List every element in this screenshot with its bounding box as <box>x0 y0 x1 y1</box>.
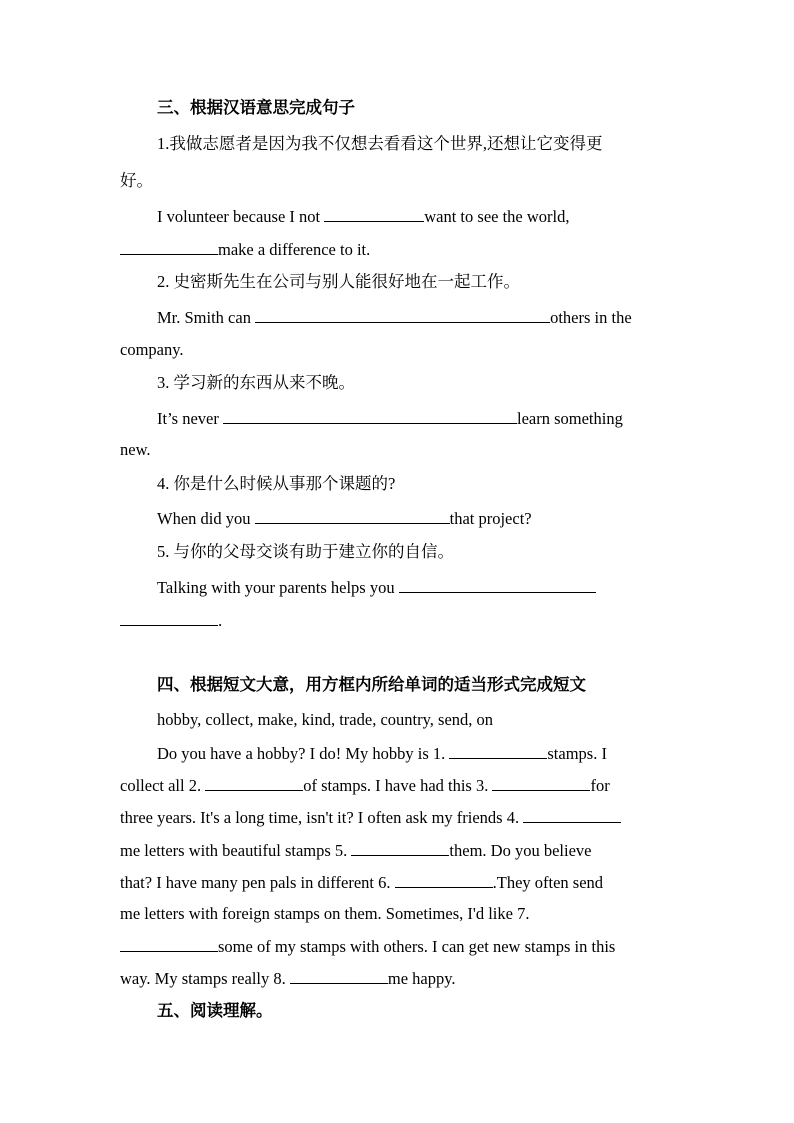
passage-blank-4[interactable] <box>523 806 621 823</box>
passage-line-8 <box>120 967 456 990</box>
q2-text-b: others in the <box>550 308 632 327</box>
passage-blank-8[interactable] <box>290 967 388 984</box>
q4-english <box>157 507 532 530</box>
q1-text-a: I volunteer because I not <box>157 207 325 226</box>
passage-text: me happy. <box>387 969 456 988</box>
passage-text: Do you have a hobby? I do! My hobby is 1. <box>157 744 450 763</box>
passage-text: that? I have many pen pals in different 6. <box>120 873 395 892</box>
q4-text-a: When did you <box>157 509 255 528</box>
passage-line-4 <box>120 839 591 862</box>
passage-text: stamps. I <box>547 744 607 763</box>
passage-text: .They often send <box>492 873 604 892</box>
passage-line-1 <box>157 742 607 765</box>
q1-chinese-line2: 好。 <box>120 171 153 190</box>
q5-english-line2 <box>120 609 222 632</box>
q2-blank[interactable] <box>255 306 550 323</box>
passage-line-5 <box>120 871 603 894</box>
passage-blank-5[interactable] <box>351 839 449 856</box>
passage-text: way. My stamps really 8. <box>120 969 290 988</box>
q2-chinese: 2. 史密斯先生在公司与别人能很好地在一起工作。 <box>157 272 520 291</box>
q2-english-line1 <box>157 306 632 329</box>
q1-text-c: make a difference to it. <box>218 240 371 259</box>
passage-blank-6[interactable] <box>395 871 493 888</box>
section3-title: 三、根据汉语意思完成句子 <box>157 98 355 117</box>
q4-chinese: 4. 你是什么时候从事那个课题的? <box>157 474 396 493</box>
q5-chinese: 5. 与你的父母交谈有助于建立你的自信。 <box>157 542 454 561</box>
passage-text: me letters with beautiful stamps 5. <box>120 841 352 860</box>
q5-text-a: Talking with your parents helps you <box>157 578 399 597</box>
q1-blank-1[interactable] <box>324 205 424 222</box>
q3-blank[interactable] <box>223 407 517 424</box>
q3-english-line1 <box>157 407 623 430</box>
passage-text: for <box>590 776 610 795</box>
passage-line-6: me letters with foreign stamps on them. Sometimes, I'd like 7. <box>120 904 530 923</box>
q1-chinese-line1: 1.我做志愿者是因为我不仅想去看看这个世界,还想让它变得更 <box>157 134 603 153</box>
passage-line-3 <box>120 806 621 829</box>
q1-text-b: want to see the world, <box>424 207 570 226</box>
q4-text-b: that project? <box>449 509 532 528</box>
passage-text: collect all 2. <box>120 776 206 795</box>
q2-text-a: Mr. Smith can <box>157 308 256 327</box>
q5-blank-2[interactable] <box>120 609 218 626</box>
q1-english-line2 <box>120 238 370 261</box>
passage-blank-1[interactable] <box>449 742 547 759</box>
passage-line-2 <box>120 774 610 797</box>
q3-text-a: It’s never <box>157 409 223 428</box>
q5-text-b: . <box>218 611 223 630</box>
q3-text-b: learn something <box>516 409 623 428</box>
passage-text: some of my stamps with others. I can get new stamps in this <box>218 937 616 956</box>
q3-chinese: 3. 学习新的东西从来不晚。 <box>157 373 355 392</box>
section5-title: 五、阅读理解。 <box>157 1001 273 1020</box>
passage-line-7 <box>120 935 615 958</box>
q5-english-line1 <box>157 576 596 599</box>
q3-english-line2: new. <box>120 440 151 459</box>
passage-blank-7[interactable] <box>120 935 218 952</box>
q4-blank[interactable] <box>255 507 450 524</box>
passage-text: of stamps. I have had this 3. <box>303 776 493 795</box>
passage-blank-3[interactable] <box>492 774 590 791</box>
q1-blank-2[interactable] <box>120 238 218 255</box>
q5-blank-1[interactable] <box>399 576 596 593</box>
section4-title: 四、根据短文大意，用方框内所给单词的适当形式完成短文 <box>157 675 586 694</box>
passage-text: them. Do you believe <box>449 841 592 860</box>
passage-text: three years. It's a long time, isn't it? I often ask my friends 4. <box>120 808 524 827</box>
q2-english-line2: company. <box>120 340 184 359</box>
passage-blank-2[interactable] <box>205 774 303 791</box>
word-bank: hobby, collect, make, kind, trade, country, send, on <box>157 710 494 729</box>
q1-english-line1 <box>157 205 570 228</box>
